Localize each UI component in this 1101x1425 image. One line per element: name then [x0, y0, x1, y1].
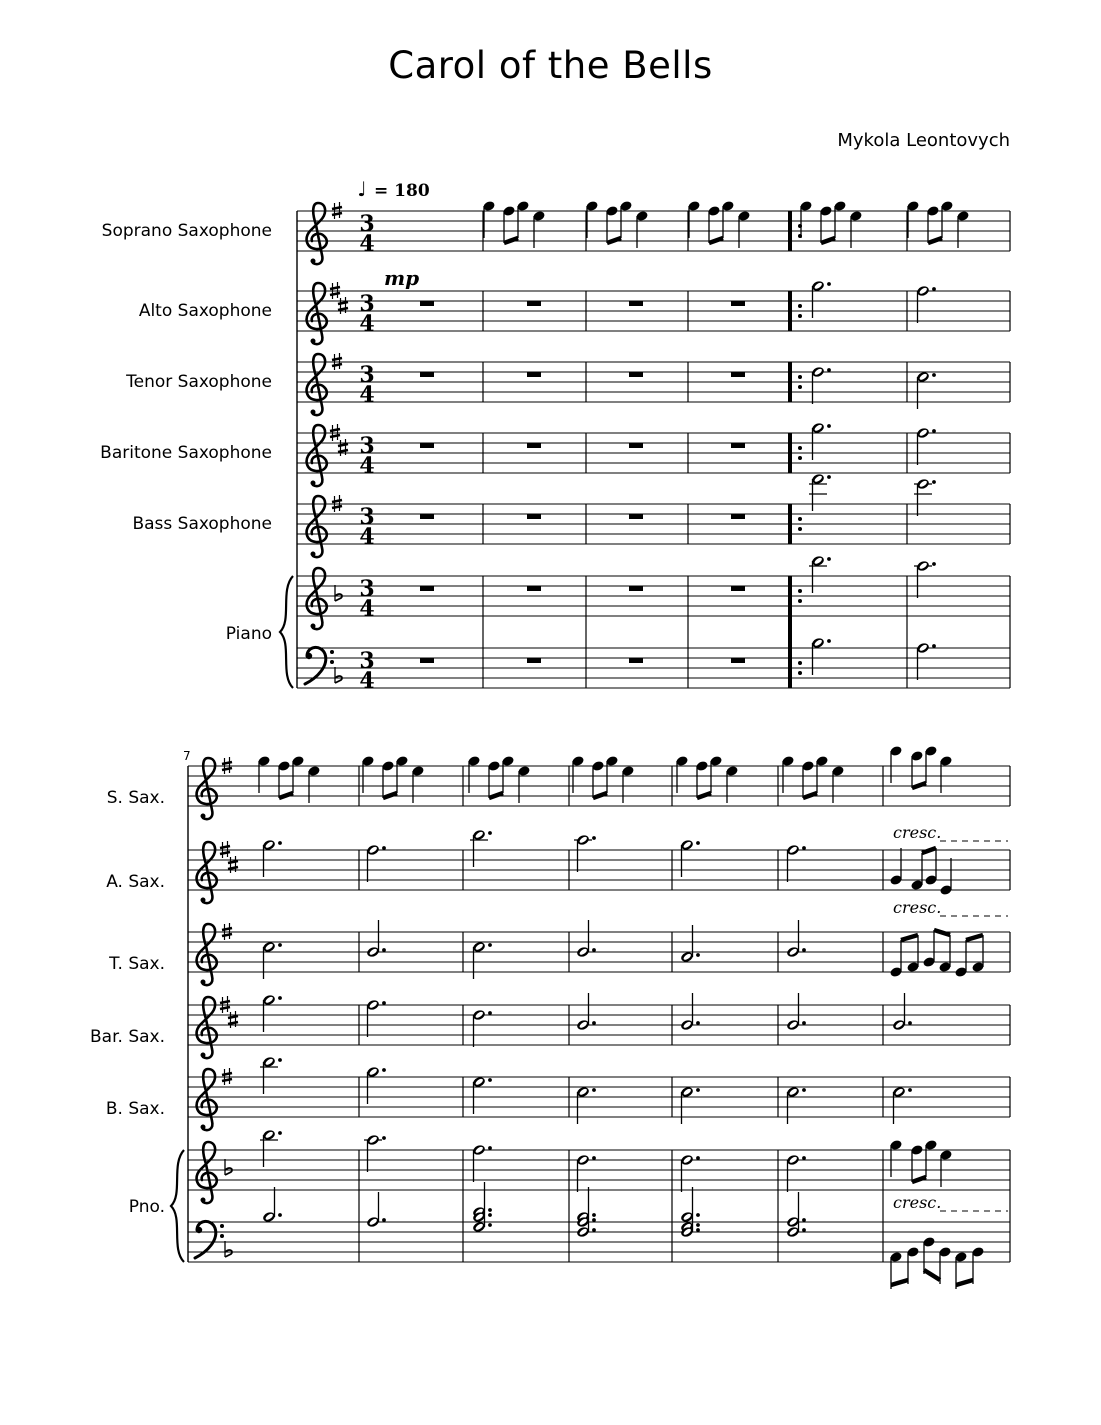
time-sig-top: 3	[359, 504, 375, 530]
time-sig-bottom: 4	[359, 453, 375, 479]
treble-clef-icon	[307, 354, 327, 415]
dot	[908, 1088, 912, 1092]
beam	[697, 793, 711, 798]
staff	[188, 932, 1010, 972]
dot	[382, 1068, 386, 1072]
composer: Mykola Leontovych	[837, 130, 1010, 151]
dot	[592, 948, 596, 952]
dot	[827, 282, 831, 286]
beam	[593, 793, 607, 798]
instrument-name: A. Sax.	[106, 872, 165, 892]
score-title: Carol of the Bells	[388, 44, 713, 87]
repeat-bar	[788, 291, 792, 331]
beam	[922, 848, 936, 853]
instrument-name: S. Sax.	[106, 788, 165, 808]
whole-rest-icon	[629, 301, 643, 306]
treble-clef-icon	[197, 924, 217, 985]
beam	[891, 1280, 908, 1285]
repeat-dot	[798, 385, 802, 389]
time-sig-bottom: 4	[359, 668, 375, 694]
repeat-dot	[798, 456, 802, 460]
instrument-name: T. Sax.	[109, 954, 165, 974]
dot	[488, 1223, 492, 1227]
whole-rest-icon	[629, 514, 643, 519]
repeat-dot	[798, 661, 802, 665]
whole-rest-icon	[527, 301, 541, 306]
time-sig-top: 3	[359, 362, 375, 388]
instrument-name: B. Sax.	[105, 1099, 165, 1119]
beam	[956, 1280, 973, 1285]
whole-rest-icon	[731, 514, 745, 519]
bass-clef-icon	[195, 1221, 224, 1258]
treble-clef-icon	[197, 842, 217, 903]
repeat-bar	[788, 433, 792, 473]
dynamic-cresc: cresc.	[893, 1193, 942, 1212]
staff	[297, 211, 1010, 251]
dot	[488, 1146, 492, 1150]
dot	[592, 1156, 596, 1160]
beam	[966, 935, 983, 940]
dot	[696, 1228, 700, 1232]
time-sig-bottom: 4	[359, 231, 375, 257]
dot	[382, 948, 386, 952]
dot	[278, 1131, 282, 1135]
dot	[802, 846, 806, 850]
repeat-dot	[798, 599, 802, 603]
dot	[827, 424, 831, 428]
beam	[924, 1270, 940, 1280]
instrument-name: Piano	[225, 624, 272, 644]
whole-rest-icon	[629, 443, 643, 448]
staff	[297, 291, 1010, 331]
dot	[592, 1021, 596, 1025]
dot	[908, 1021, 912, 1025]
time-sig-bottom: 4	[359, 382, 375, 408]
time-sig-top: 3	[359, 291, 375, 317]
instrument-name: Bar. Sax.	[90, 1027, 165, 1047]
whole-rest-icon	[420, 443, 434, 448]
dot	[382, 1218, 386, 1222]
instrument-name: Soprano Saxophone	[101, 221, 272, 241]
treble-clef-icon	[307, 203, 327, 264]
whole-rest-icon	[629, 372, 643, 377]
whole-rest-icon	[527, 443, 541, 448]
dot	[592, 1228, 596, 1232]
whole-rest-icon	[629, 658, 643, 663]
dot	[382, 1136, 386, 1140]
dot	[592, 1213, 596, 1217]
dot	[696, 841, 700, 845]
whole-rest-icon	[420, 301, 434, 306]
beam	[934, 930, 950, 935]
tempo-quarter-note-icon: ♩	[357, 177, 367, 201]
dot	[278, 841, 282, 845]
repeat-dot	[798, 314, 802, 318]
staff	[297, 504, 1010, 544]
beam	[928, 238, 942, 243]
instrument-name: Alto Saxophone	[138, 301, 272, 321]
dynamic-cresc: cresc.	[893, 898, 942, 917]
beam	[803, 793, 817, 798]
dot	[696, 1021, 700, 1025]
beam	[912, 783, 926, 788]
dynamic-cresc: cresc.	[893, 823, 942, 842]
whole-rest-icon	[527, 372, 541, 377]
instrument-name: Tenor Saxophone	[126, 372, 272, 392]
dot	[488, 943, 492, 947]
whole-rest-icon	[731, 372, 745, 377]
whole-rest-icon	[731, 443, 745, 448]
dot	[488, 831, 492, 835]
beam	[901, 935, 918, 940]
whole-rest-icon	[731, 658, 745, 663]
whole-rest-icon	[527, 586, 541, 591]
whole-rest-icon	[420, 658, 434, 663]
dot	[278, 996, 282, 1000]
repeat-dot	[798, 375, 802, 379]
dot	[802, 1156, 806, 1160]
dot	[696, 1223, 700, 1227]
dot	[827, 475, 831, 479]
dot	[802, 1021, 806, 1025]
time-sig-bottom: 4	[359, 524, 375, 550]
repeat-dot	[798, 446, 802, 450]
whole-rest-icon	[527, 658, 541, 663]
instrument-name: Bass Saxophone	[132, 514, 272, 534]
repeat-dot	[798, 527, 802, 531]
repeat-dot	[798, 589, 802, 593]
dot	[802, 1228, 806, 1232]
flat-icon	[335, 667, 342, 683]
dot	[827, 639, 831, 643]
dot	[696, 1156, 700, 1160]
dot	[592, 1088, 596, 1092]
dot	[932, 644, 936, 648]
time-sig-top: 3	[359, 211, 375, 237]
treble-clef-icon	[197, 758, 217, 819]
treble-clef-icon	[197, 1069, 217, 1130]
beam	[607, 238, 621, 243]
dot	[932, 429, 936, 433]
treble-clef-icon	[197, 1142, 217, 1203]
staff	[188, 850, 1010, 890]
staff	[188, 1077, 1010, 1117]
whole-rest-icon	[527, 514, 541, 519]
repeat-bar	[788, 211, 792, 251]
bass-clef-icon	[305, 647, 334, 684]
dot	[278, 943, 282, 947]
dot	[802, 948, 806, 952]
instrument-name: Baritone Saxophone	[100, 443, 272, 463]
tempo-marking: = 180	[374, 181, 430, 201]
repeat-bar	[788, 504, 792, 544]
dot	[827, 557, 831, 561]
dot	[696, 1088, 700, 1092]
staff	[188, 1222, 1010, 1262]
whole-rest-icon	[629, 586, 643, 591]
dot	[932, 562, 936, 566]
treble-clef-icon	[197, 997, 217, 1058]
repeat-dot	[798, 517, 802, 521]
staff	[297, 576, 1010, 616]
whole-rest-icon	[420, 586, 434, 591]
dot	[932, 480, 936, 484]
repeat-bar	[788, 576, 792, 688]
beam	[912, 1177, 926, 1182]
staff	[188, 1005, 1010, 1045]
dot	[382, 1001, 386, 1005]
whole-rest-icon	[420, 514, 434, 519]
beam	[383, 793, 397, 798]
whole-rest-icon	[731, 586, 745, 591]
staff	[297, 648, 1010, 688]
dot	[278, 1058, 282, 1062]
dot	[592, 836, 596, 840]
treble-clef-icon	[307, 568, 327, 629]
dot	[278, 1213, 282, 1217]
dynamic-mp: mp	[384, 266, 420, 290]
staff	[297, 433, 1010, 473]
dot	[488, 1213, 492, 1217]
repeat-dot	[798, 671, 802, 675]
beam	[279, 793, 293, 798]
time-sig-bottom: 4	[359, 596, 375, 622]
time-sig-top: 3	[359, 433, 375, 459]
flat-icon	[335, 585, 342, 601]
dot	[592, 1218, 596, 1222]
repeat-bar	[788, 362, 792, 402]
dot	[488, 1208, 492, 1212]
score-text	[90, 177, 941, 1217]
beam	[821, 238, 835, 243]
dot	[488, 1078, 492, 1082]
dot	[488, 1011, 492, 1015]
beam	[489, 793, 503, 798]
dot	[382, 846, 386, 850]
beam	[504, 238, 518, 243]
dot	[802, 1088, 806, 1092]
dot	[696, 1213, 700, 1217]
time-sig-bottom: 4	[359, 311, 375, 337]
dot	[696, 953, 700, 957]
dot	[932, 287, 936, 291]
time-sig-top: 3	[359, 576, 375, 602]
time-sig-top: 3	[359, 648, 375, 674]
instrument-name: Pno.	[128, 1197, 165, 1217]
whole-rest-icon	[420, 372, 434, 377]
piano-brace	[280, 576, 293, 688]
staff	[188, 1150, 1010, 1190]
piano-brace	[171, 1150, 184, 1262]
dot	[932, 373, 936, 377]
flat-icon	[225, 1159, 232, 1175]
dot	[802, 1218, 806, 1222]
treble-clef-icon	[307, 496, 327, 557]
beam	[709, 238, 723, 243]
treble-clef-icon	[307, 425, 327, 486]
staff	[297, 362, 1010, 402]
dot	[827, 368, 831, 372]
flat-icon	[225, 1241, 232, 1257]
measure-number: 7	[183, 749, 191, 763]
staves	[171, 200, 1010, 1289]
treble-clef-icon	[307, 283, 327, 344]
whole-rest-icon	[731, 301, 745, 306]
repeat-dot	[798, 304, 802, 308]
